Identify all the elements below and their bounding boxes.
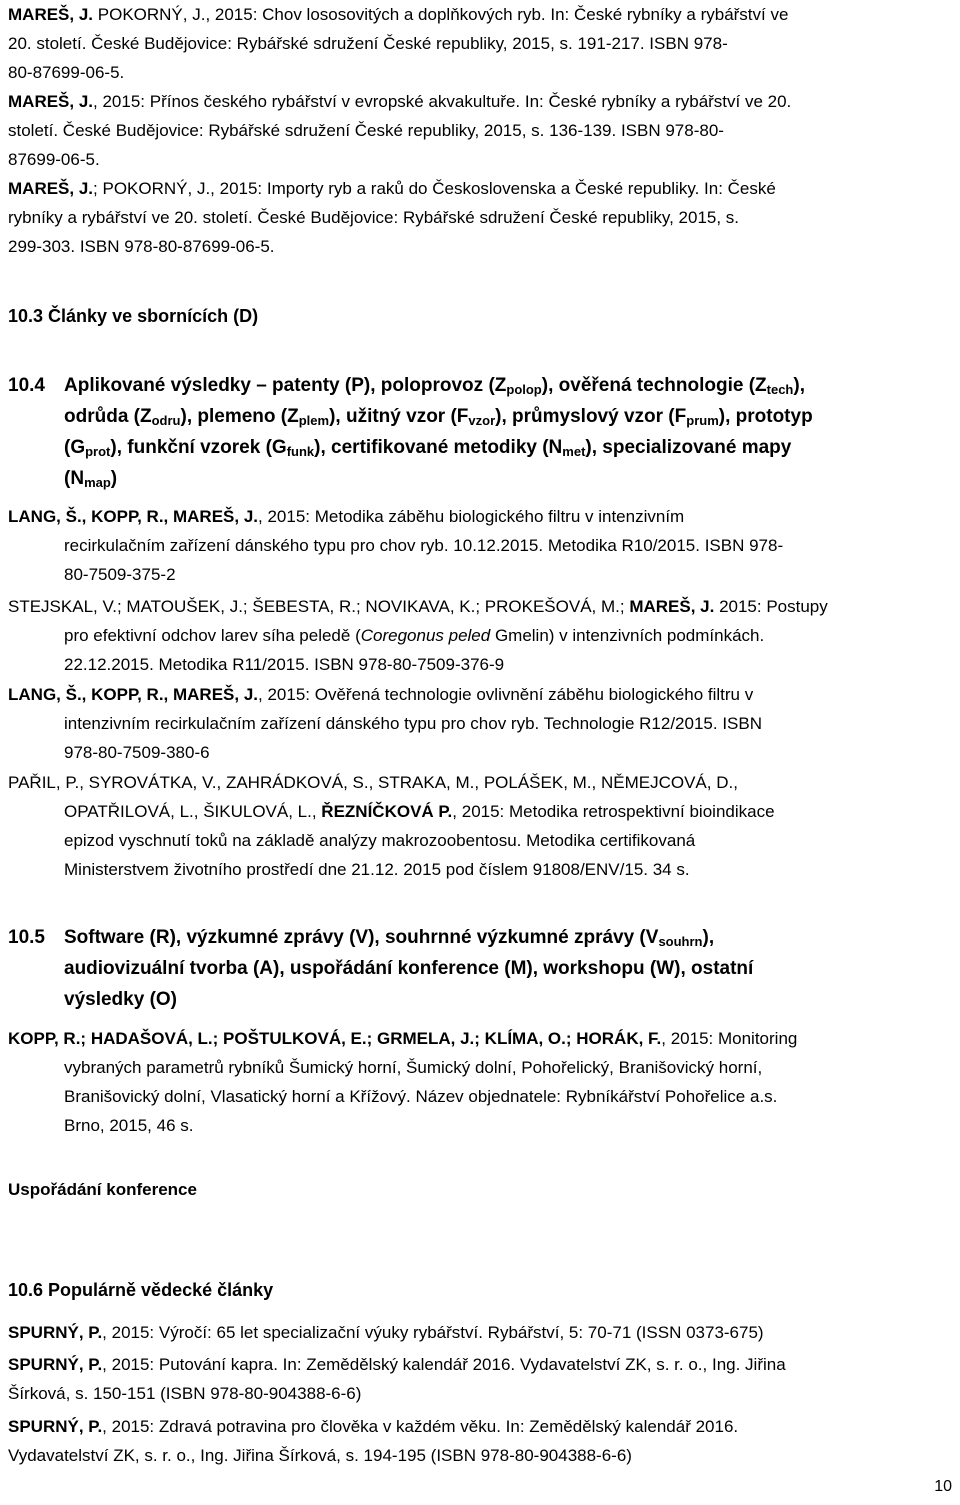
reference-entry: SPURNÝ, P., 2015: Putování kapra. In: Zemědělský kalendář 2016. Vydavatelství ZK, s. r. o., Ing. Jiřina Šírková, s. 150-151 (ISBN 978-80-904388-6-6) <box>8 1355 786 1403</box>
section-heading-10-5: 10.5 Software (R), výzkumné zprávy (V), souhrnné výzkumné zprávy $(V_{souhrn})$, audiovizuální tvorba (A), uspořádání konference (M), workshopu (W), ostatní výsledky (O) <box>8 927 754 1010</box>
reference-line: 87699-06-5. <box>8 150 100 169</box>
reference-entry: STEJSKAL, V.; MATOUŠEK, J.; ŠEBESTA, R.; NOVIKAVA, K.; PROKEŠOVÁ, M.; MAREŠ, J. 2015: Postupy pro efektivní odchov larev síha peledě (Coregonus peled Gmelin) v intenzivních podmínkách. 22.12.2015. Metodika R11/2015. ISBN 978-80-7509-376-9 <box>8 597 828 674</box>
subheading-usporadani-konference: Uspořádání konference <box>8 1180 197 1199</box>
reference-entry <box>8 87 956 174</box>
section-heading-10-6: 10.6 Populárně vědecké články <box>8 1280 274 1300</box>
reference-line: 80-87699-06-5. <box>8 63 125 82</box>
section-heading-10-4: 10.4 Aplikované výsledky – patenty (P), poloprovoz $(Z_{polop})$, ověřená technologie $(Z_{tech})$, odrůda $(Z_{odru})$, plemeno $(Z_{plem})$, užitný vzor $(F_{vzor})$, průmyslový vzor $(F_{prum})$, prototyp $(G_{prot})$, funkční vzorek $(G_{funk})$, certifikované metodiky $(N_{met})$, specializované mapy $(N_{map})$ <box>8 375 813 490</box>
reference-line: století. České Budějovice: Rybářské sdružení České republiky, 2015, s. 136-139. ISBN 978-80- <box>8 121 724 140</box>
reference-entry: KOPP, R.; HADAŠOVÁ, L.; POŠTULKOVÁ, E.; GRMELA, J.; KLÍMA, O.; HORÁK, F., 2015: Monitoring vybraných parametrů rybníků Šumický horní, Šumický dolní, Pohořelický, Branišovický horní, Branišovický dolní, Vlasatický horní a Křížový. Název objednatele: Rybníkářství Pohořelice a.s. Brno, 2015, 46 s. <box>8 1029 798 1135</box>
reference-entry: SPURNÝ, P., 2015: Zdravá potravina pro člověka v každém věku. In: Zemědělský kalendář 2016. Vydavatelství ZK, s. r. o., Ing. Jiřina Šírková, s. 194-195 (ISBN 978-80-904388-6-6) <box>8 1417 739 1465</box>
reference-line: rybníky a rybářství ve 20. století. České Budějovice: Rybářské sdružení České republiky, 2015, s. <box>8 208 740 227</box>
reference-entry <box>8 174 956 261</box>
page-number: 10 <box>934 1478 952 1495</box>
reference-line: MAREŠ, J.; POKORNÝ, J., 2015: Importy ryb a raků do Československa a České republiky. In: České <box>8 179 776 198</box>
reference-line: 20. století. České Budějovice: Rybářské sdružení České republiky, 2015, s. 191-217. ISBN 978- <box>8 34 728 53</box>
reference-entry: LANG, Š., KOPP, R., MAREŠ, J., 2015: Ověřená technologie ovlivnění záběhu biologického filtru v intenzivním recirkulačním zařízení dánského typu pro chov ryb. Technologie R12/2015. ISBN 978-80-7509-380-6 <box>8 685 762 762</box>
reference-line: MAREŠ, J. POKORNÝ, J., 2015: Chov lososovitých a doplňkových ryb. In: České rybníky a rybářství ve <box>8 5 789 24</box>
reference-entry: PAŘIL, P., SYROVÁTKA, V., ZAHRÁDKOVÁ, S., STRAKA, M., POLÁŠEK, M., NĚMEJCOVÁ, D., OPATŘILOVÁ, L., ŠIKULOVÁ, L., ŘEZNÍČKOVÁ P., 2015: Metodika retrospektivní bioindikace epizod vyschnutí toků na základě analýzy makrozoobentosu. Metodika certifikovaná Ministerstvem životního prostředí dne 21.12. 2015 pod číslem 91808/ENV/15. 34 s. <box>8 773 775 879</box>
section-heading-10-3: 10.3 Články ve sbornících (D) <box>8 306 259 326</box>
reference-line: MAREŠ, J., 2015: Přínos českého rybářství v evropské akvakultuře. In: České rybníky a rybářství ve 20. <box>8 92 792 111</box>
reference-entry: SPURNÝ, P., 2015: Výročí: 65 let specializační výuky rybářství. Rybářství, 5: 70-71 (ISSN 0373-675) <box>8 1323 764 1342</box>
reference-entry <box>8 0 956 87</box>
reference-entry: LANG, Š., KOPP, R., MAREŠ, J., 2015: Metodika záběhu biologického filtru v intenzivním recirkulačním zařízení dánského typu pro chov ryb. 10.12.2015. Metodika R10/2015. ISBN 978- 80-7509-375-2 <box>8 507 784 584</box>
reference-line: 299-303. ISBN 978-80-87699-06-5. <box>8 237 275 256</box>
